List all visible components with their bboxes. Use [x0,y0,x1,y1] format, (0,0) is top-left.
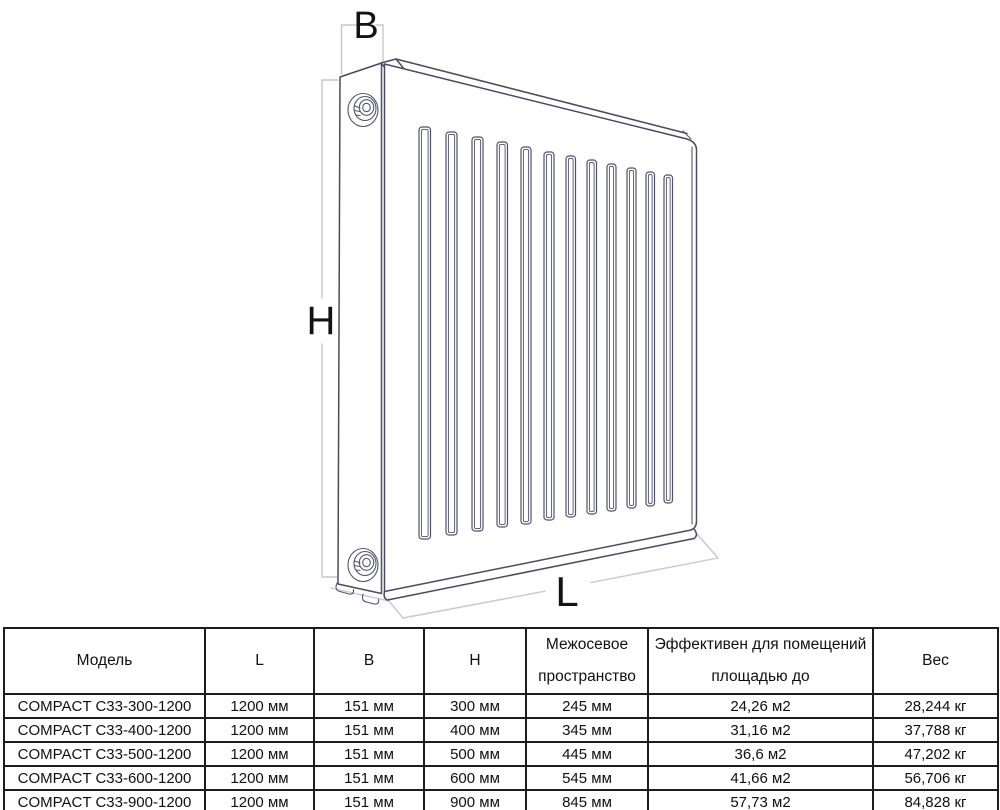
cell-height: 400 мм [424,718,526,742]
cell-weight: 37,788 кг [873,718,998,742]
cell-length: 1200 мм [205,718,314,742]
table-row [4,766,998,790]
spec-table [3,627,999,810]
cell-weight: 84,828 кг [873,790,998,810]
dim-label-l: L [555,568,579,615]
cell-weight: 28,244 кг [873,694,998,718]
header-row [4,628,998,694]
col-header-axis-spacing: Межосевое пространство [526,628,648,694]
col-header-l: L [205,628,314,694]
cell-area: 36,6 м2 [648,742,873,766]
pipe-fitting-top [348,94,378,127]
cell-area: 31,16 м2 [648,718,873,742]
dim-label-h: H [306,299,336,343]
dimension-h [307,80,340,577]
dim-label-b: B [353,5,379,47]
col-header-weight: Вес [873,628,998,694]
col-header-effective-area: Эффективен для помещений площадью до [648,628,873,694]
cell-axis: 845 мм [526,790,648,810]
cell-weight: 47,202 кг [873,742,998,766]
cell-weight: 56,706 кг [873,766,998,790]
radiator-ribs [419,127,673,539]
cell-width: 151 мм [314,718,424,742]
cell-length: 1200 мм [205,766,314,790]
cell-height: 600 мм [424,766,526,790]
cell-width: 151 мм [314,694,424,718]
table-row [4,694,998,718]
cell-model: COMPACT C33-900-1200 [4,790,205,810]
table-row [4,742,998,766]
radiator-side-panel [336,63,382,604]
col-header-model: Модель [4,628,205,694]
cell-width: 151 мм [314,766,424,790]
dimension-b [342,5,384,74]
cell-model: COMPACT C33-600-1200 [4,766,205,790]
cell-model: COMPACT C33-300-1200 [4,694,205,718]
col-header-h: H [424,628,526,694]
cell-height: 500 мм [424,742,526,766]
cell-height: 900 мм [424,790,526,810]
cell-axis: 245 мм [526,694,648,718]
table-row [4,790,998,810]
cell-area: 57,73 м2 [648,790,873,810]
cell-axis: 445 мм [526,742,648,766]
cell-model: COMPACT C33-400-1200 [4,718,205,742]
cell-height: 300 мм [424,694,526,718]
cell-area: 24,26 м2 [648,694,873,718]
cell-length: 1200 мм [205,694,314,718]
cell-axis: 345 мм [526,718,648,742]
cell-area: 41,66 м2 [648,766,873,790]
pipe-fitting-bottom [348,549,378,582]
cell-axis: 545 мм [526,766,648,790]
cell-width: 151 мм [314,790,424,810]
cell-model: COMPACT C33-500-1200 [4,742,205,766]
cell-length: 1200 мм [205,790,314,810]
col-header-b: B [314,628,424,694]
cell-width: 151 мм [314,742,424,766]
table-row [4,718,998,742]
cell-length: 1200 мм [205,742,314,766]
